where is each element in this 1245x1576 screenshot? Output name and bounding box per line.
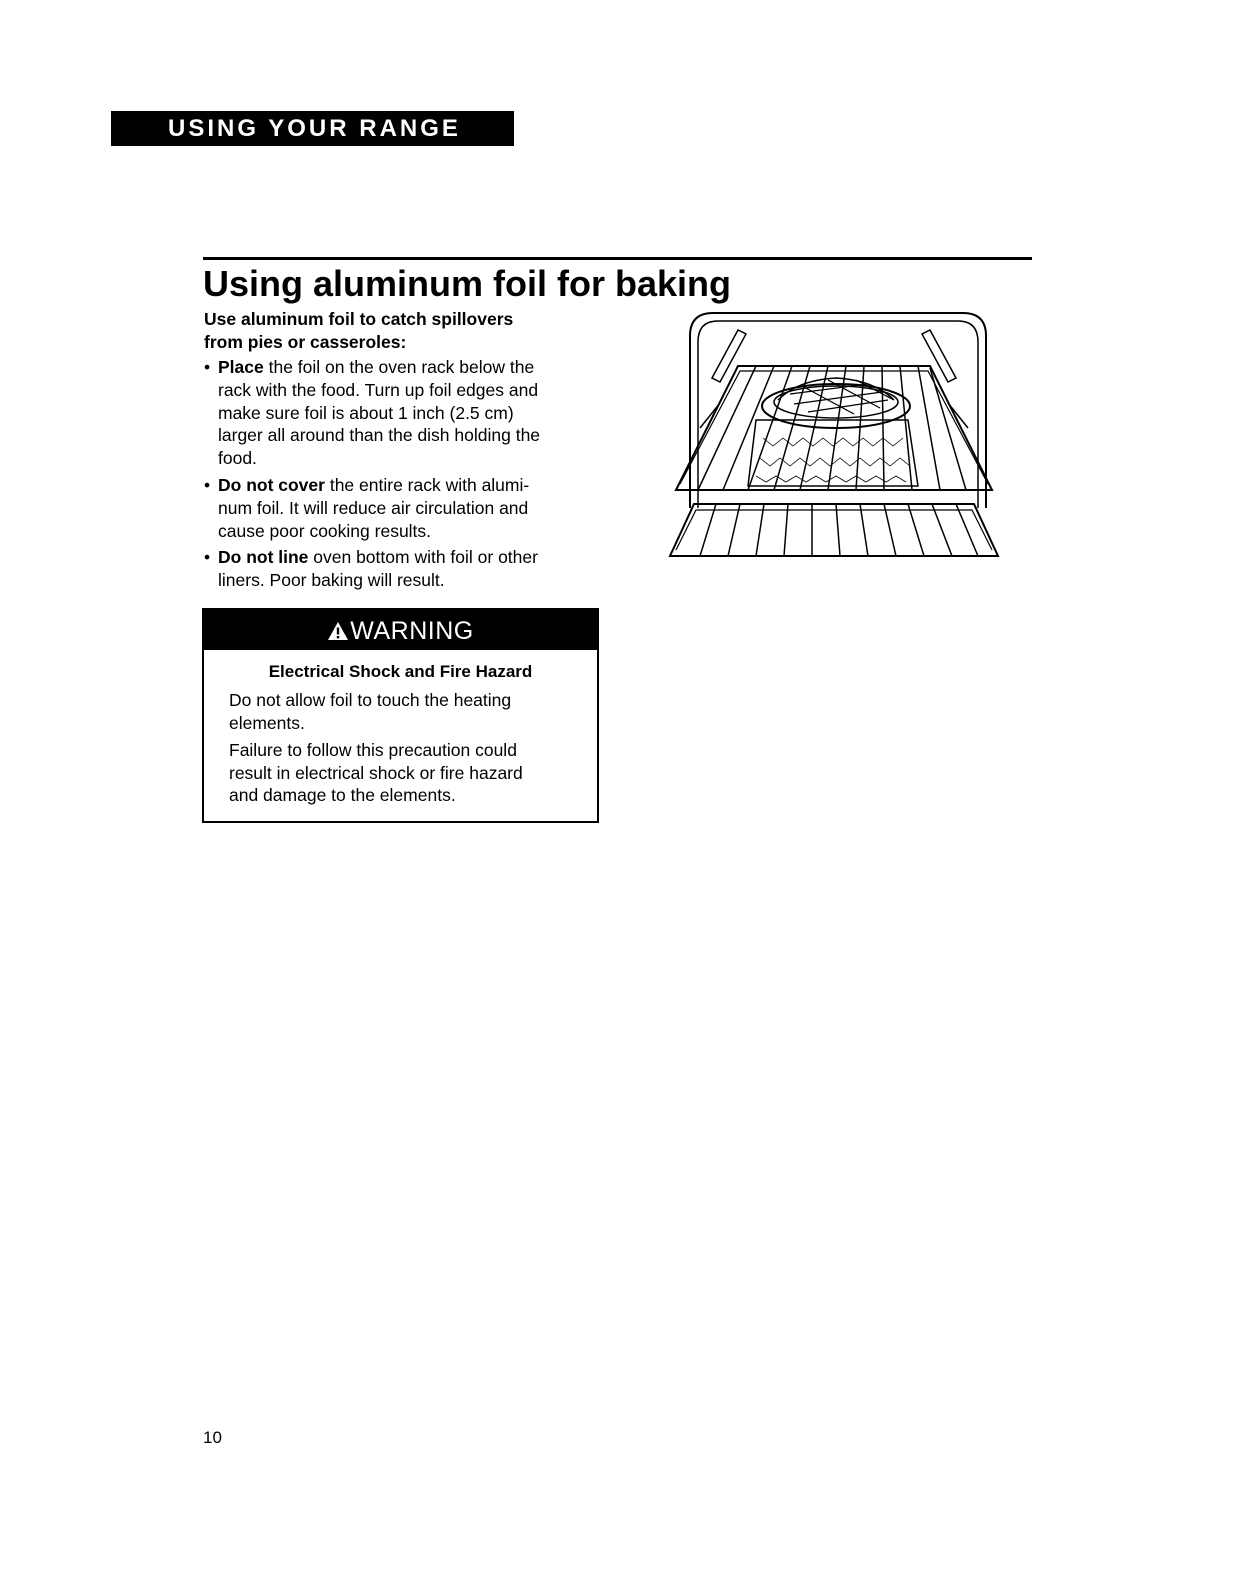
instruction-keyword: Do not cover: [218, 474, 325, 495]
hazard-title: Electrical Shock and Fire Hazard: [268, 662, 533, 681]
warning-header: [204, 610, 597, 650]
bullet-icon: •: [204, 547, 211, 568]
page-number: 10: [203, 1428, 222, 1447]
bullet-icon: •: [204, 357, 211, 377]
instruction-place: • Place the foil on the oven rack below the rack with the food. Turn up foil edges and make sure foil is about 1 inch (2.5 cm) larger all around than the dish holding the food.: [204, 357, 541, 469]
instruction-do-not-line: • Do not line oven bottom with foil or other liners. Poor baking will result.: [204, 547, 538, 591]
warning-box: [202, 608, 599, 823]
section-title: USING YOUR RANGE: [168, 115, 461, 142]
oven-rack-illustration: [668, 308, 1000, 563]
intro-line-2: from pies or casseroles:: [204, 332, 407, 352]
instruction-keyword: Place: [218, 357, 264, 377]
instruction-keyword: Do not line: [218, 547, 309, 568]
page-title: Using aluminum foil for baking: [203, 263, 732, 304]
warning-label: WARNING: [350, 617, 474, 645]
instruction-do-not-cover: • Do not cover the entire rack with alumi- num foil. It will reduce air circulation and cause poor cooking results.: [204, 474, 530, 541]
intro-line-1: Use aluminum foil to catch spillovers: [204, 309, 514, 329]
section-banner: [111, 111, 514, 146]
warning-text-2: Failure to follow this precaution could result in electrical shock or fire hazard and damage to the elements.: [229, 740, 523, 805]
warning-text-1: Do not allow foil to touch the heating elements.: [229, 690, 512, 733]
bullet-icon: •: [204, 474, 211, 495]
instruction-list: [204, 356, 594, 596]
intro-text: [204, 308, 584, 354]
title-rule: [203, 257, 1032, 260]
warning-triangle-icon: [327, 621, 349, 641]
